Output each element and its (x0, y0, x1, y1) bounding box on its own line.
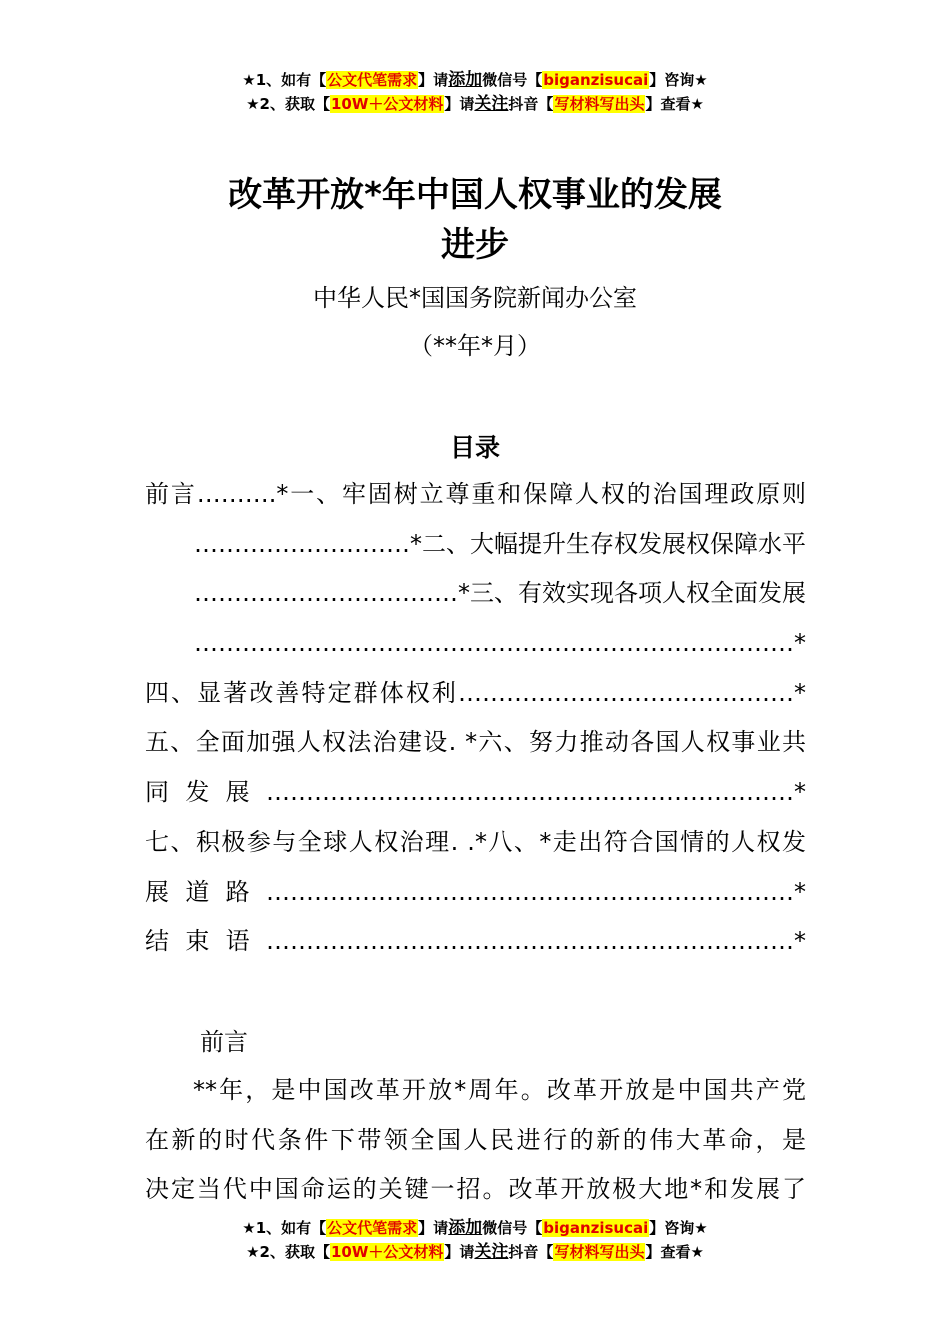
toc-line: 五、全面加强人权法治建设. *六、努力推动各国人权事业共 (145, 728, 806, 757)
toc-line: ……………………………*三、有效实现各项人权全面发展 (194, 579, 806, 608)
banner-underline: 关注 (474, 1242, 509, 1262)
banner-highlight: 写材料写出头 (554, 95, 645, 113)
toc-line: ………………………*二、大幅提升生存权发展权保障水平 (194, 529, 806, 558)
banner-text: 抖音【 (508, 95, 554, 113)
banner-underline: 关注 (474, 94, 509, 114)
toc-line: 七、积极参与全球人权治理. .*八、*走出符合国情的人权发 (145, 827, 806, 856)
toc-line: 展道路…………………………………………………………* (145, 877, 806, 906)
banner-line-2 (0, 1240, 950, 1264)
banner-text: ★2、获取【 (246, 95, 330, 113)
banner-text: ★2、获取【 (246, 1243, 330, 1261)
banner-text: 】咨询★ (649, 71, 708, 89)
banner-highlight: biganzisucai (543, 1219, 649, 1237)
document-title: 改革开放*年中国人权事业的发展 (228, 175, 722, 215)
preface-line: 在新的时代条件下带领全国人民进行的新的伟大革命，是 (145, 1125, 806, 1154)
toc-line: …………………………………………………………………* (194, 629, 806, 658)
banner-text: 】咨询★ (649, 1219, 708, 1237)
banner-text: 抖音【 (508, 1243, 554, 1261)
preface-line: **年，是中国改革开放*周年。改革开放是中国共产党 (193, 1076, 806, 1104)
top-promo-banner (0, 68, 950, 116)
bottom-promo-banner (0, 1216, 950, 1264)
toc-line: 结束语…………………………………………………………* (145, 927, 806, 956)
banner-text: 】请 (444, 95, 475, 113)
banner-line-1 (0, 68, 950, 92)
banner-highlight: 公文代笔需求 (327, 71, 418, 89)
banner-text: 微信号【 (482, 71, 543, 89)
banner-highlight: 写材料写出头 (554, 1243, 645, 1261)
banner-text: 】查看★ (645, 95, 704, 113)
preface-line: 决定当代中国命运的关键一招。改革开放极大地*和发展了 (145, 1175, 806, 1204)
banner-underline: 添加 (448, 1218, 483, 1238)
banner-text: 】查看★ (645, 1243, 704, 1261)
banner-highlight: biganzisucai (543, 71, 649, 89)
banner-highlight: 10W＋公文材料 (330, 95, 444, 113)
banner-highlight: 10W＋公文材料 (330, 1243, 444, 1261)
toc-line: 前言……….*一、牢固树立尊重和保障人权的治国理政原则 (145, 480, 806, 508)
toc-line: 四、显著改善特定群体权利……………………………………* (145, 678, 806, 707)
table-of-contents (145, 470, 806, 967)
banner-highlight: 公文代笔需求 (327, 1219, 418, 1237)
banner-line-2 (0, 92, 950, 116)
banner-text: 】请 (418, 1219, 449, 1237)
preface-body (145, 1066, 806, 1215)
toc-line: 同发展…………………………………………………………* (145, 778, 806, 807)
toc-heading: 目录 (449, 433, 500, 462)
banner-text: 】请 (418, 71, 449, 89)
preface-heading: 前言 (200, 1028, 248, 1056)
banner-line-1 (0, 1216, 950, 1240)
issuer: 中华人民*国国务院新闻办公室 (313, 284, 637, 312)
banner-text: 】请 (444, 1243, 475, 1261)
issue-date: （**年*月） (409, 332, 541, 360)
banner-underline: 添加 (448, 70, 483, 90)
banner-text: ★1、如有【 (242, 1219, 327, 1237)
banner-text: ★1、如有【 (242, 71, 327, 89)
document-title-continued: 进步 (441, 225, 509, 265)
banner-text: 微信号【 (482, 1219, 543, 1237)
